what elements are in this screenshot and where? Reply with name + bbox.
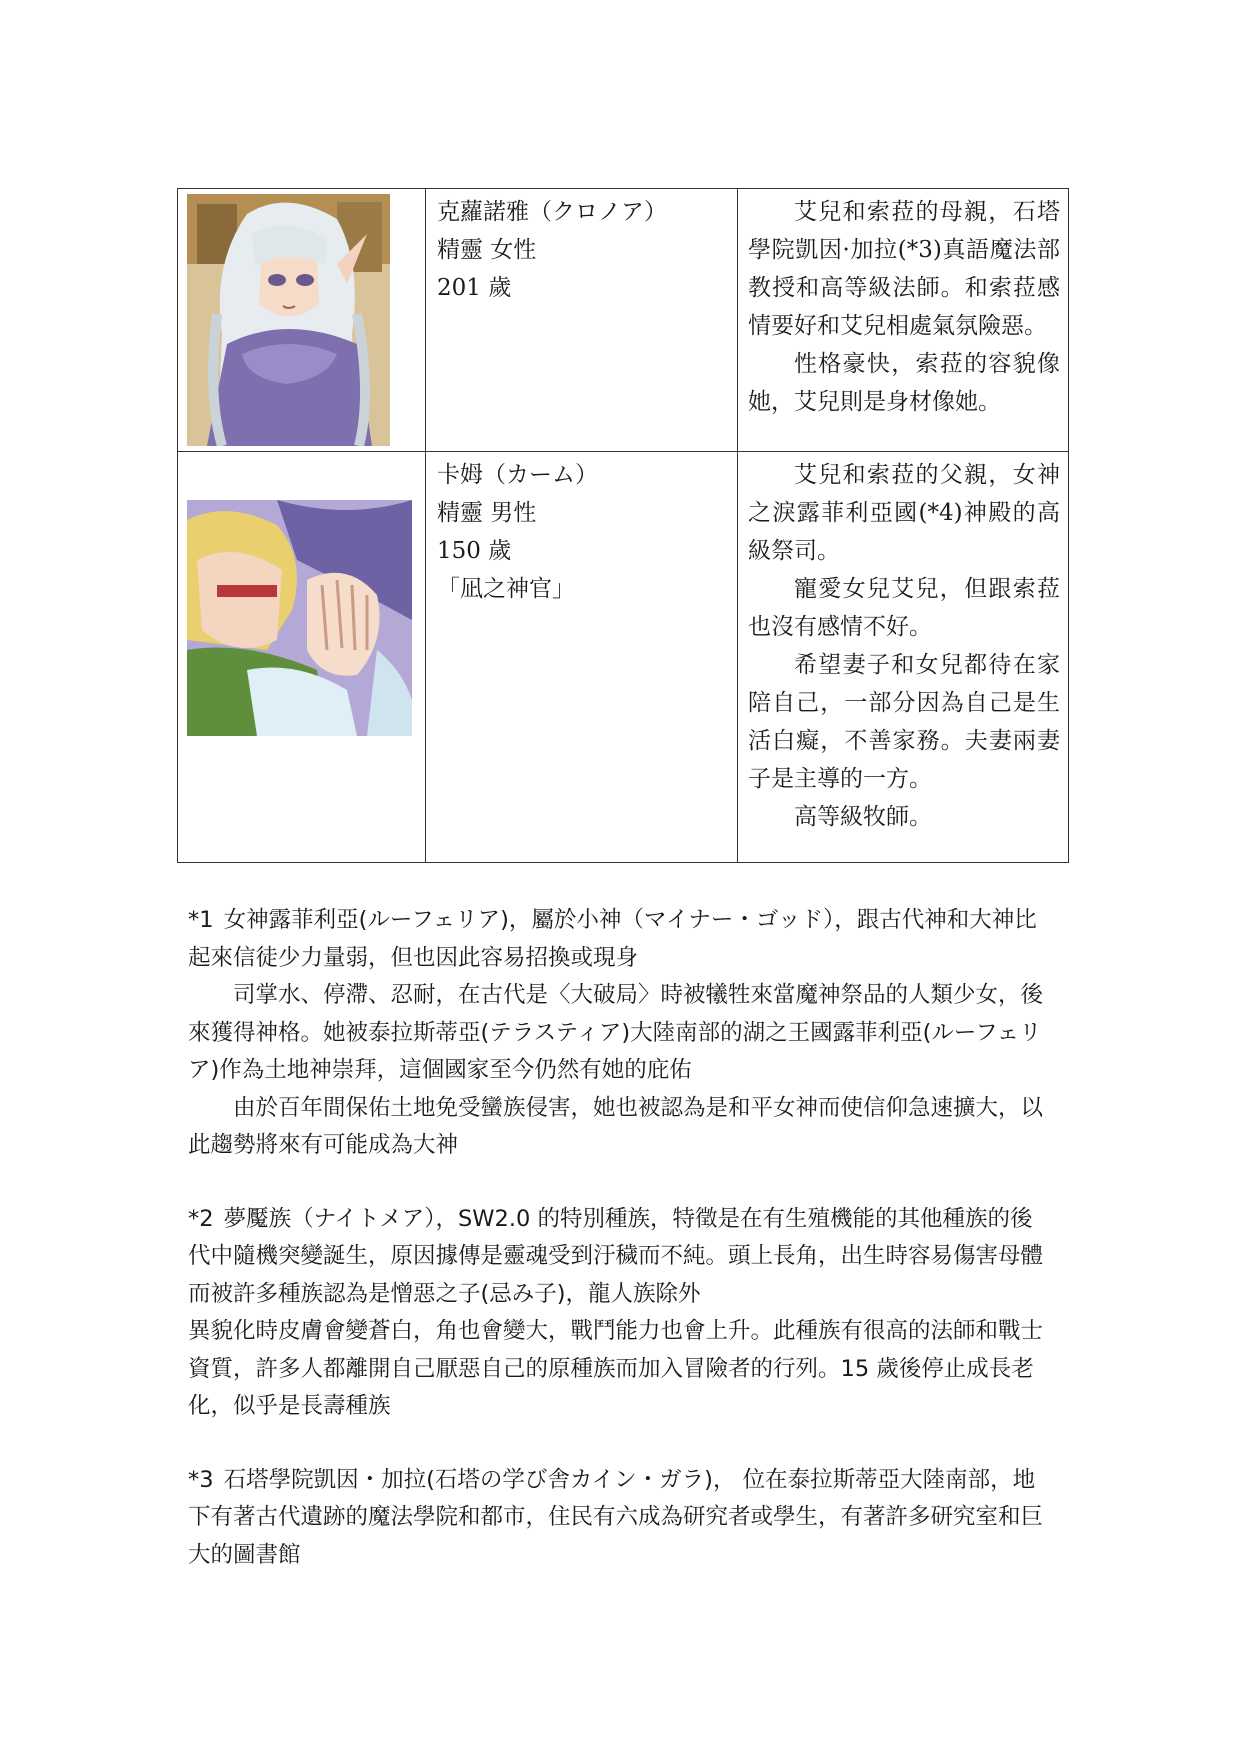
footnote-mark: *1: [188, 907, 214, 933]
character-name: 克蘿諾雅（クロノア）: [437, 199, 667, 225]
description-cell: [738, 452, 1069, 863]
info-cell: [426, 189, 738, 452]
footnote-mark: *3: [188, 1466, 214, 1493]
footnote-mark: *2: [188, 1205, 214, 1232]
character-age: 201 歲: [437, 275, 512, 301]
footnote-text: 女神露菲利亞(ルーフェリア)，屬於小神（マイナー・ゴッド），跟古代神和大神比起來信徒少力量弱，但也因此容易招換或現身: [188, 907, 1037, 971]
description-paragraph: 寵愛女兒艾兒，但跟索菈也沒有感情不好。: [748, 576, 1060, 640]
character-age: 150 歲: [437, 538, 512, 564]
footnote-text: 異貌化時皮膚會變蒼白，角也會變大，戰鬥能力也會上升。此種族有很高的法師和戰士資質，許多人都離開自己厭惡自己的原種族而加入冒險者的行列。15 歲後停止成長老化，似乎是長壽種族: [188, 1318, 1044, 1419]
footnote-text: 司掌水、停滯、忍耐，在古代是〈大破局〉時被犧牲來當魔神祭品的人類少女，後來獲得神格。她被泰拉斯蒂亞(テラスティア)大陸南部的湖之王國露菲利亞(ルーフェリア)作為土地神崇拜，這個國家至今仍然有她的庇佑: [188, 982, 1044, 1083]
character-name: 卡姆（カーム）: [437, 462, 598, 488]
description-paragraph: 性格豪快，索菈的容貌像她，艾兒則是身材像她。: [748, 351, 1060, 415]
footnote-2: [188, 1201, 1053, 1426]
description-paragraph: 艾兒和索菈的父親，女神之淚露菲利亞國(*4)神殿的高級祭司。: [748, 462, 1060, 564]
description-cell: [738, 189, 1069, 452]
character-race-gender: 精靈 女性: [437, 237, 537, 263]
elf-man-portrait-icon: [187, 500, 412, 736]
description-paragraph: 高等級牧師。: [794, 804, 932, 830]
footnote-text: 石塔學院凱因・加拉(石塔の学び舎カイン・ガラ)， 位在泰拉斯蒂亞大陸南部，地下有著古代遺跡的魔法學院和都市，住民有六成為研究者或學生，有著許多研究室和巨大的圖書館: [188, 1466, 1044, 1568]
footnote-text: 夢魘族（ナイトメア），SW2.0 的特別種族，特徵是在有生殖機能的其他種族的後代中隨機突變誕生，原因據傳是靈魂受到汙穢而不純。頭上長角，出生時容易傷害母體而被許多種族認為是憎惡之子(忌み子)，龍人族除外: [188, 1205, 1044, 1307]
footnote-text: 由於百年間保佑土地免受蠻族侵害，她也被認為是和平女神而使信仰急速擴大，以此趨勢將來有可能成為大神: [188, 1094, 1044, 1158]
character-title: 「凪之神官」: [437, 576, 575, 602]
info-cell: [426, 452, 738, 863]
footnote-1: [188, 902, 1053, 1165]
elf-woman-portrait-icon: [187, 194, 390, 446]
footnote-3: [188, 1462, 1053, 1575]
character-race-gender: 精靈 男性: [437, 500, 537, 526]
footnotes: [188, 902, 1053, 1610]
description-paragraph: 希望妻子和女兒都待在家陪自己，一部分因為自己是生活白癡，不善家務。夫妻兩妻子是主導的一方。: [748, 652, 1060, 792]
description-paragraph: 艾兒和索菈的母親，石塔學院凱因·加拉(*3)真語魔法部教授和高等級法師。和索菈感情要好和艾兒相處氣氛險惡。: [748, 199, 1060, 339]
